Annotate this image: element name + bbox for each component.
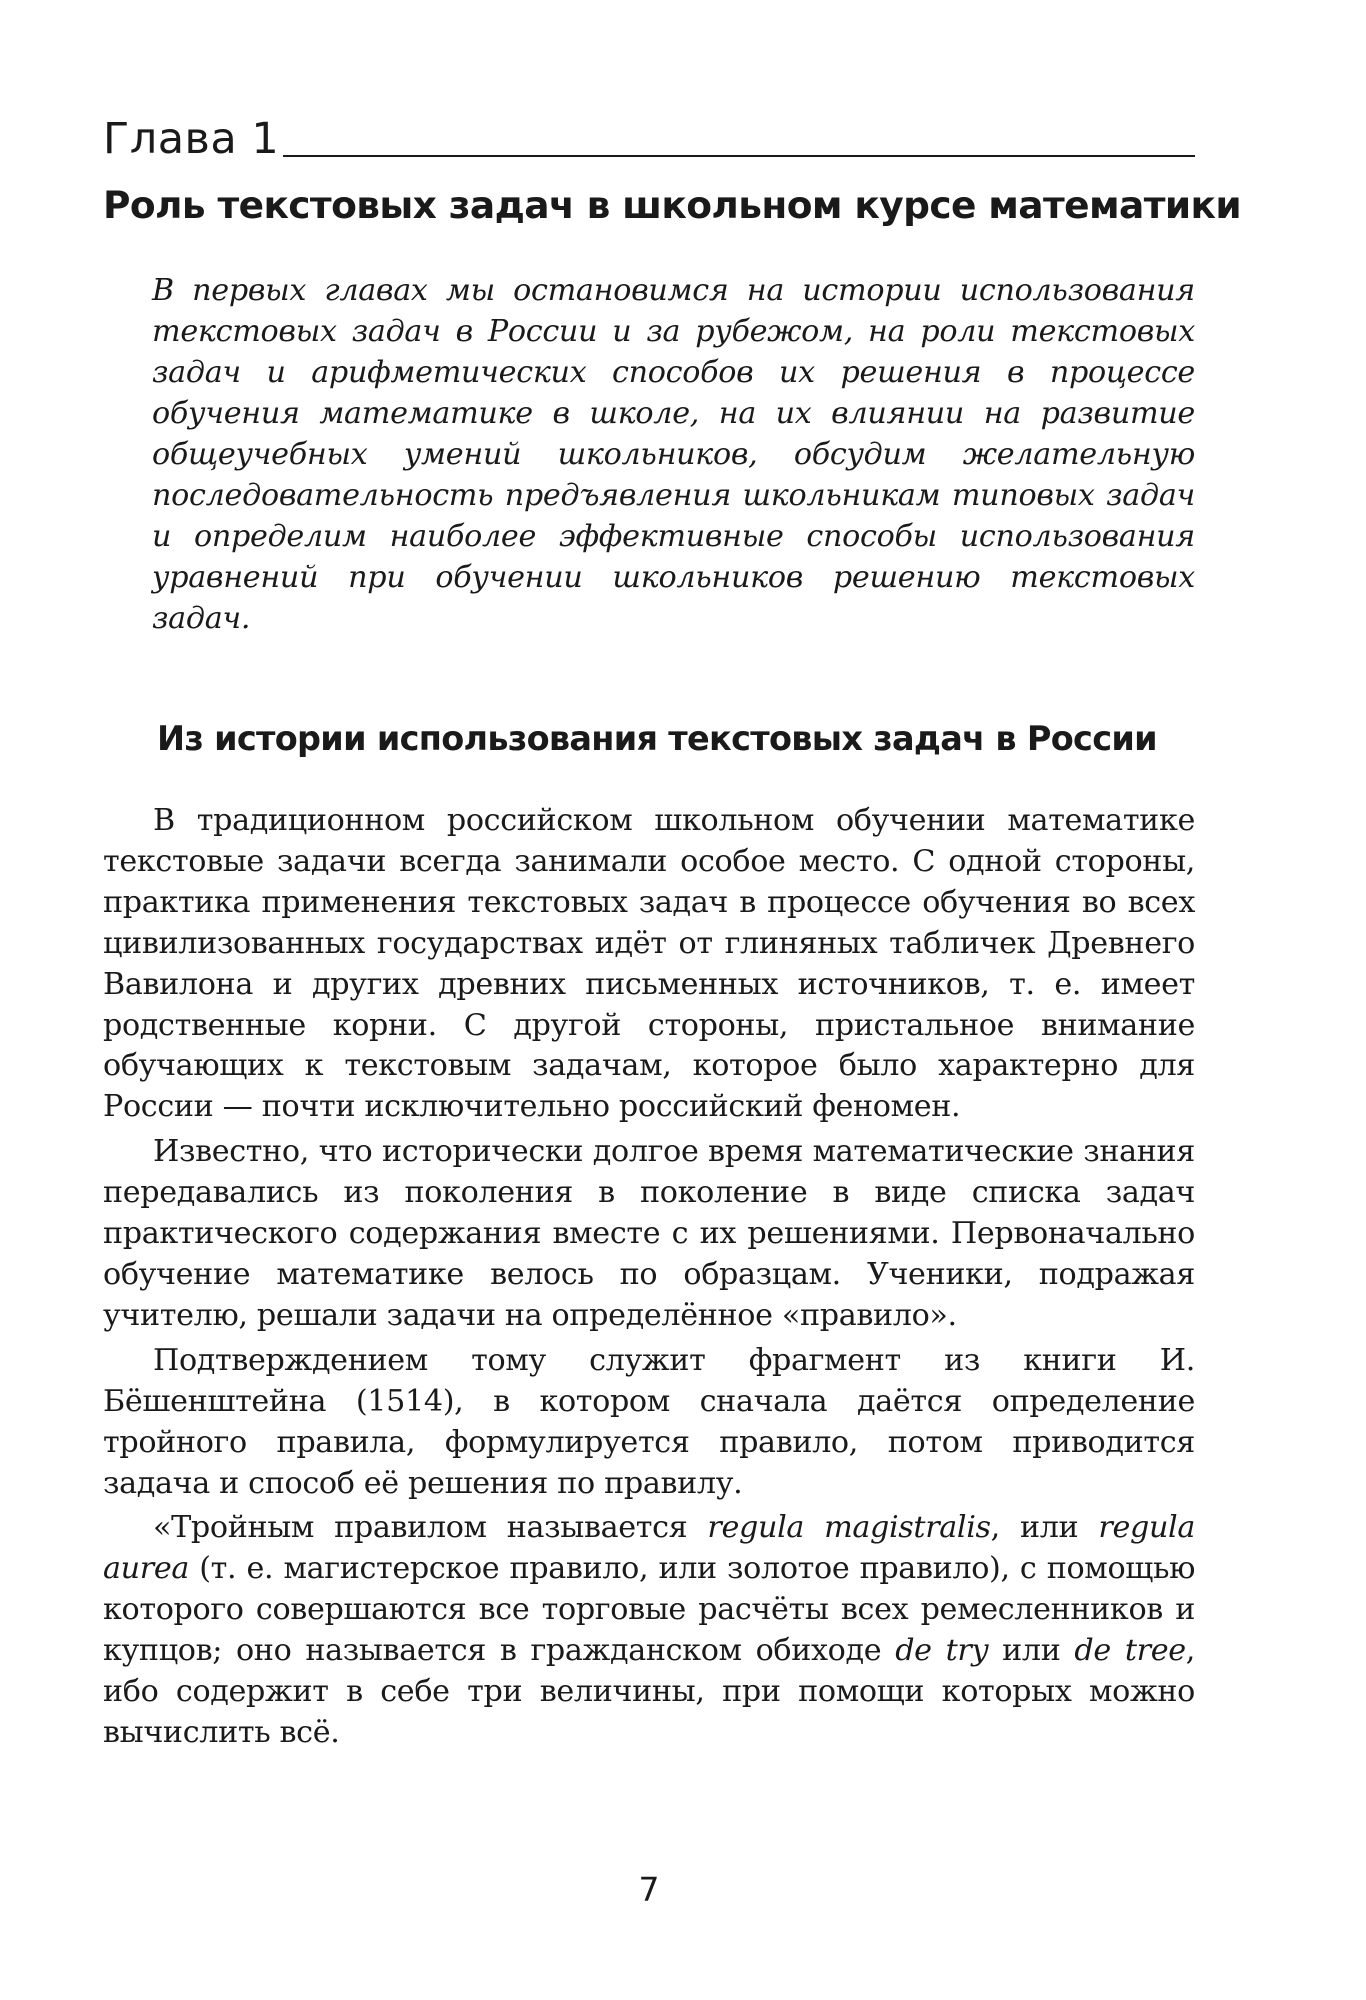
body-paragraph: Известно, что исторически долгое время математические знания передавались из поколения в поколение в виде списка задач практического содержания вместе с их решениями. Первоначально обучение математике велось по образцам. Ученики, подражая учителю, решали задачи на определённое «правило». xyxy=(103,1134,1195,1333)
body-paragraph: Подтверждением тому служит фрагмент из книги И. Бёшенштейна (1514), в котором сначала даётся определение тройного правила, формулируется правило, потом приводится задача и способ её решения по правилу. xyxy=(103,1342,1195,1501)
section-body xyxy=(103,801,1195,1754)
page-number: 7 xyxy=(638,1870,660,1909)
quote-text: «Тройным правилом называется xyxy=(153,1510,708,1546)
latin-term: de tree xyxy=(1074,1633,1186,1669)
quote-text: или xyxy=(988,1633,1075,1669)
quote-text: , ибо содержит в себе три величины, при помощи которых можно вычислить всё. xyxy=(103,1633,1195,1750)
chapter-label: Глава 1 xyxy=(103,114,280,164)
latin-term: de try xyxy=(895,1633,989,1669)
chapter-rule-divider xyxy=(283,155,1195,157)
chapter-title: Роль текстовых задач в школьном курсе математики xyxy=(103,183,1242,227)
latin-term: regula aurea xyxy=(103,1510,1196,1587)
body-paragraph: В традиционном российском школьном обучении математике текстовые задачи всегда занимали особое место. С одной стороны, практика применения текстовых задач в процессе обучения во всех цивилизованных государствах идёт от глиняных табличек Древнего Вавилона и других древних письменных источников, т. е. имеет родственные корни. С другой стороны, пристальное внимание обучающих к текстовым задачам, которое было характерно для России — почти исключительно российский феномен. xyxy=(103,803,1195,1125)
section-title: Из истории использования текстовых задач в России xyxy=(157,719,1157,758)
chapter-header xyxy=(103,114,1195,164)
quote-paragraph xyxy=(103,1508,1195,1753)
quote-text: (т. е. магистерское правило, или золотое правило), с помощью которого совершаются все торговые расчёты всех ремесленников и купцов; оно называется в гражданском обиходе xyxy=(103,1551,1195,1669)
latin-term: regula magistralis xyxy=(707,1510,991,1546)
quote-text: , или xyxy=(990,1510,1099,1546)
chapter-intro: В первых главах мы остановимся на истории использования текстовых задач в России и за рубежом, на роли текстовых задач и арифметических способов их решения в процессе обучения математике в школе, на их влиянии на развитие общеучебных умений школьников, обсудим желательную последовательность предъявления школьникам типовых задач и определим наиболее эффективные способы использования уравнений при обучении школьников решению текстовых задач. xyxy=(152,273,1195,636)
